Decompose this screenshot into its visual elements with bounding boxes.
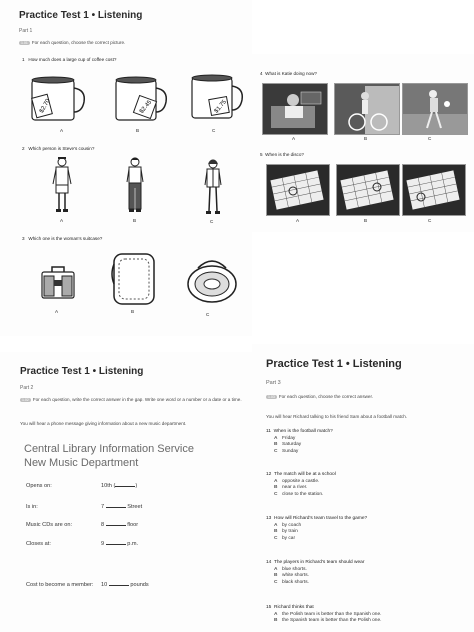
- answer-blank[interactable]: [106, 525, 126, 526]
- instruction: [20, 397, 242, 403]
- calendar-photo-b: [336, 164, 400, 216]
- calendar-photo-c: [402, 164, 466, 216]
- answer-option[interactable]: A opposite a castle.: [274, 478, 320, 484]
- question-15: 15 Richard thinks that A the Polish team is better than the Spanish one. B the Spanish team is better than the Polish one.: [266, 605, 382, 624]
- question-3: 3 Which one is the woman's suitcase?: [22, 236, 103, 241]
- form-answer-gap-6: 10th ( ): [101, 483, 138, 489]
- answer-option[interactable]: A by coach: [274, 522, 302, 528]
- person-picture-b: [125, 156, 145, 214]
- answer-option[interactable]: A Friday: [274, 435, 296, 441]
- answer-blank[interactable]: [115, 486, 135, 487]
- option-letter-c: C: [428, 136, 432, 141]
- activity-photo-c: [402, 83, 468, 135]
- audio-track-badge: 1.02: [22, 398, 29, 402]
- question-14: 14 The players in Richard's team should wear A blue shorts. B white shorts. C black shorts.: [266, 560, 365, 585]
- answer-option[interactable]: B by train: [274, 529, 298, 535]
- person-picture-a: [52, 156, 72, 214]
- form-label: Is in:: [26, 504, 38, 510]
- form-answer-gap-10: 10 pounds: [101, 582, 149, 588]
- form-answer-gap-7: 7 Street: [101, 504, 143, 510]
- audio-track-badge: 1.03: [268, 395, 275, 399]
- form-label: Closes at:: [26, 541, 51, 547]
- page-title: Practice Test 1 • Listening: [19, 10, 143, 21]
- answer-option[interactable]: C black shorts.: [274, 579, 309, 585]
- option-letter-b: B: [131, 309, 135, 314]
- option-letter-c: C: [428, 218, 432, 223]
- intro-text: You will hear Richard talking to his friend Sam about a football match.: [266, 414, 408, 419]
- instruction-text: For each question, write the correct answer in the gap. Write one word or a number or a date or a time.: [32, 397, 242, 402]
- form-heading-line-2: New Music Department: [24, 457, 139, 469]
- price-label-a: $2.70: [39, 98, 52, 115]
- coffee-cup-picture-c: [190, 72, 246, 122]
- person-picture-c: [203, 158, 223, 216]
- suitcase-picture-a: [40, 264, 76, 300]
- form-label: Opens on:: [26, 483, 52, 489]
- form-heading: [24, 442, 194, 470]
- suitcase-picture-c: [184, 256, 240, 304]
- option-letter-b: B: [133, 218, 137, 223]
- option-letter-b: B: [364, 136, 368, 141]
- option-letter-c: C: [210, 219, 214, 224]
- page-part1: [0, 0, 252, 336]
- calendar-photo-a: [266, 164, 330, 216]
- form-label: Music CDs are on:: [26, 522, 73, 528]
- option-letter-c: C: [206, 312, 210, 317]
- coffee-cup-picture-b: [112, 74, 172, 122]
- answer-option[interactable]: C by car: [274, 535, 296, 541]
- question-1: 1 How much does a large cup of coffee cost?: [22, 57, 117, 62]
- answer-option[interactable]: B white shorts.: [274, 573, 309, 579]
- form-heading-line-1: Central Library Information Service: [24, 443, 194, 455]
- part-label: Part 2: [20, 385, 34, 391]
- activity-photo-b: [334, 83, 400, 135]
- question-2: 2 Which person is Steve's cousin?: [22, 146, 95, 151]
- answer-option[interactable]: B Saturday: [274, 442, 302, 448]
- answer-blank[interactable]: [106, 507, 126, 508]
- question-5: 5 When is the disco?: [260, 152, 304, 157]
- form-answer-gap-9: 9 p.m.: [101, 541, 139, 547]
- question-12: 12 The match will be at a school A opposite a castle. B near a river. C close to the station.: [266, 472, 336, 497]
- instruction: [266, 394, 373, 400]
- page-part1-continued: [252, 54, 474, 232]
- instruction-text: For each question, choose the correct picture.: [31, 40, 126, 45]
- instruction-text: For each question, choose the correct answer.: [278, 394, 374, 399]
- question-11: 11 When is the football match? A Friday B Saturday C Sunday: [266, 429, 333, 454]
- option-letter-a: A: [60, 218, 64, 223]
- answer-option[interactable]: A the Polish team is better than the Spanish one.: [274, 611, 382, 617]
- option-letter-b: B: [136, 128, 140, 133]
- question-4: 4 What is Katie doing now?: [260, 71, 317, 76]
- answer-option[interactable]: C close to the station.: [274, 491, 324, 497]
- answer-blank[interactable]: [109, 585, 129, 586]
- option-letter-a: A: [60, 128, 64, 133]
- option-letter-b: B: [364, 218, 368, 223]
- intro-text: You will hear a phone message giving information about a new music department.: [20, 421, 187, 426]
- question-13: 13 How will Richard's team travel to the game? A by coach B by train C by car: [266, 516, 368, 541]
- activity-photo-a: [262, 83, 328, 135]
- option-letter-a: A: [296, 218, 300, 223]
- coffee-cup-picture-a: [30, 74, 90, 122]
- answer-option[interactable]: B near a river.: [274, 485, 308, 491]
- form-label: Cost to become a member:: [26, 582, 94, 588]
- answer-option[interactable]: B the Spanish team is better than the Polish one.: [274, 618, 382, 624]
- answer-option[interactable]: C Sunday: [274, 448, 299, 454]
- part-label: Part 3: [266, 380, 281, 386]
- instruction: [19, 40, 125, 46]
- page-part2: [0, 352, 252, 632]
- option-letter-a: A: [292, 136, 296, 141]
- suitcase-picture-b: [110, 250, 158, 306]
- option-letter-a: A: [55, 309, 59, 314]
- part-label: Part 1: [19, 28, 33, 34]
- answer-blank[interactable]: [106, 544, 126, 545]
- page-title: Practice Test 1 • Listening: [266, 358, 402, 370]
- option-letter-c: C: [212, 128, 216, 133]
- audio-track-badge: 1.01: [21, 41, 28, 45]
- form-answer-gap-8: 8 floor: [101, 522, 139, 528]
- price-label-c: $1.75: [213, 99, 228, 115]
- answer-option[interactable]: A blue shorts.: [274, 566, 307, 572]
- page-part3: [252, 344, 474, 632]
- price-label-b: $2.45: [138, 99, 154, 115]
- page-title: Practice Test 1 • Listening: [20, 366, 144, 377]
